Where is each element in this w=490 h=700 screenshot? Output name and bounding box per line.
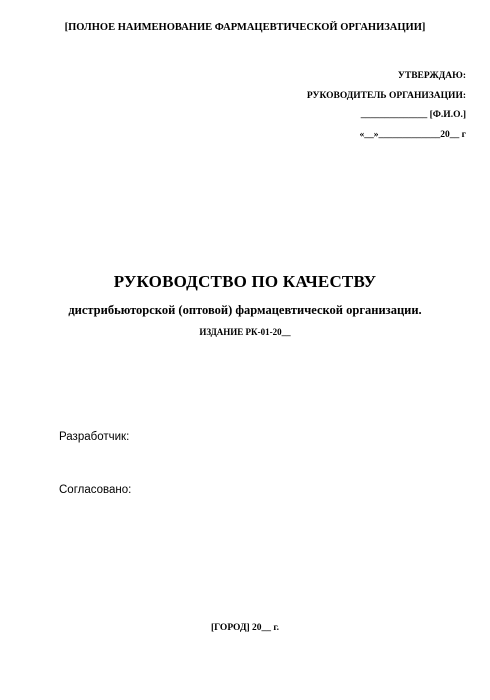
signature-line: ______________ [Ф.И.О.]	[360, 110, 466, 120]
date-line: «__»_____________20__ г	[359, 130, 466, 140]
agreed-label: Согласовано:	[59, 484, 132, 496]
document-title: РУКОВОДСТВО ПО КАЧЕСТВУ	[113, 272, 377, 291]
head-title: РУКОВОДИТЕЛЬ ОРГАНИЗАЦИИ:	[306, 91, 466, 101]
edition-number: ИЗДАНИЕ РК-01-20__	[199, 327, 291, 337]
document-subtitle: дистрибьюторской (оптовой) фармацевтической организации.	[68, 303, 422, 317]
approve-label: УТВЕРЖДАЮ:	[397, 71, 466, 81]
organization-name: [ПОЛНОЕ НАИМЕНОВАНИЕ ФАРМАЦЕВТИЧЕСКОЙ ОРГАНИЗАЦИИ]	[64, 22, 426, 33]
developer-label: Разработчик:	[59, 431, 130, 443]
city-year: [ГОРОД] 20__ г.	[210, 623, 280, 633]
